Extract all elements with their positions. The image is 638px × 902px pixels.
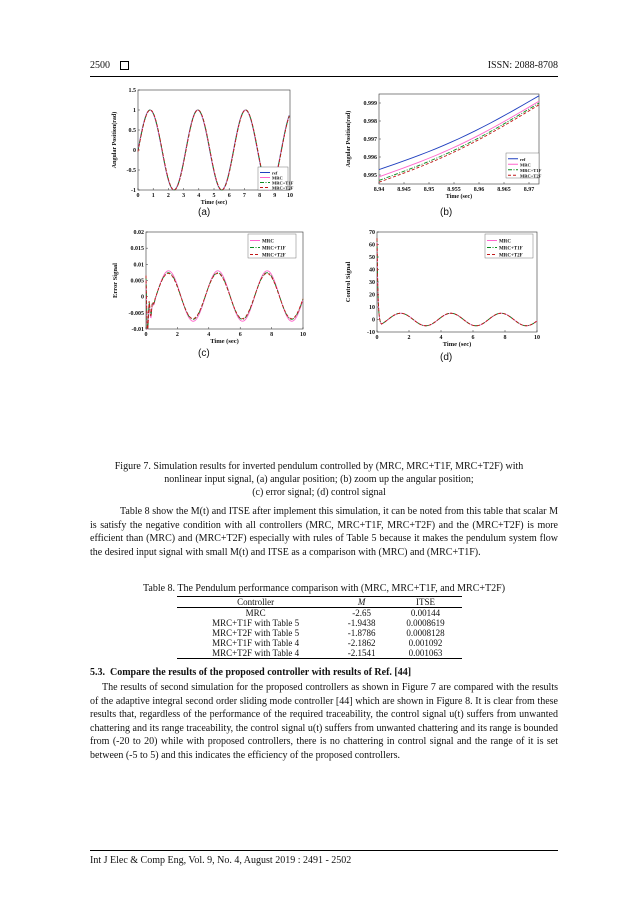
- x-tick-label: 7: [242, 193, 246, 199]
- x-tick-label: 8.955: [447, 187, 461, 193]
- y-tick-label: 0.005: [130, 278, 144, 285]
- chart-c-svg: [108, 228, 308, 353]
- x-tick-label: 8.97: [523, 187, 535, 193]
- x-tick-label: 8.96: [473, 187, 485, 193]
- x-tick-label: 2: [407, 335, 411, 341]
- y-tick-label: 0: [133, 148, 136, 154]
- legend-entry: MRC+T1F: [520, 167, 542, 173]
- figure-caption: [96, 460, 542, 499]
- y-tick-label: 50: [369, 255, 375, 261]
- col-controller: Controller: [177, 597, 334, 608]
- cell: 0.00144: [410, 608, 441, 618]
- panel-label-b: (b): [440, 207, 453, 218]
- section-number: 5.3.: [90, 667, 105, 678]
- x-tick-label: 5: [212, 193, 216, 199]
- y-axis-label: Angular Position(rad): [112, 111, 118, 169]
- x-tick-label: 8.945: [397, 187, 411, 193]
- x-tick-label: 8.965: [497, 187, 511, 193]
- x-tick-label: 10: [300, 332, 306, 338]
- y-tick-label: 1: [133, 108, 136, 114]
- legend-entry: MRC+T2F: [499, 253, 523, 259]
- chart-b: [343, 90, 543, 205]
- table-row: [177, 608, 462, 619]
- legend-entry: ref: [272, 170, 278, 176]
- legend-entry: MRC+T2F: [262, 253, 286, 259]
- legend-entry: MRC+T1F: [499, 246, 523, 252]
- cell: 0.0008128: [406, 628, 445, 638]
- y-tick-label: 0.5: [128, 128, 136, 134]
- table-row: [177, 628, 462, 638]
- col-itse: ITSE: [389, 597, 462, 608]
- y-tick-label: -1: [131, 188, 136, 194]
- section-title: Compare the results of the proposed controller with results of Ref. [44]: [110, 667, 412, 678]
- x-tick-label: 6: [227, 193, 231, 199]
- x-tick-label: 0: [375, 335, 379, 341]
- legend-entry: ref: [520, 156, 526, 162]
- y-tick-label: 0.998: [363, 119, 377, 125]
- issn: ISSN: 2088-8708: [487, 60, 558, 71]
- cell: 0.001063: [389, 648, 462, 659]
- cell: MRC+T2F with Table 4: [177, 648, 334, 659]
- caption-line: Figure 7. Simulation results for inverted pendulum controlled by (MRC, MRC+T1F, MRC+T2F) with: [114, 461, 524, 472]
- caption-line: nonlinear input signal, (a) angular position; (b) zoom up the angular position;: [164, 474, 474, 485]
- y-tick-label: -0.5: [126, 168, 136, 174]
- y-tick-label: 10: [369, 305, 375, 311]
- panel-label-a: (a): [198, 207, 211, 218]
- y-tick-label: 30: [369, 280, 375, 286]
- panel-label-c: (c): [198, 348, 210, 359]
- header-rule: [90, 76, 558, 77]
- cell: -1.9438: [347, 618, 376, 628]
- legend-entry: MRC: [499, 239, 511, 245]
- x-tick-label: 8: [258, 193, 262, 199]
- cell: 0.001092: [408, 638, 443, 648]
- section-heading: [90, 667, 411, 678]
- x-tick-label: 8.94: [373, 187, 385, 193]
- cell: -1.8786: [347, 628, 376, 638]
- page-footer: Int J Elec & Comp Eng, Vol. 9, No. 4, August 2019 : 2491 - 2502: [90, 855, 352, 866]
- y-tick-label: 0.995: [363, 173, 377, 179]
- y-tick-label: 70: [369, 230, 375, 236]
- y-tick-label: 0.02: [133, 230, 144, 236]
- x-tick-label: 3: [182, 193, 186, 199]
- chart-c: [108, 228, 308, 353]
- x-tick-label: 0: [136, 193, 140, 199]
- x-tick-label: 2: [175, 332, 179, 338]
- chart-d: [343, 228, 543, 353]
- cell: -2.1541: [334, 648, 389, 659]
- y-tick-label: -0.005: [128, 310, 144, 317]
- y-tick-label: 60: [369, 242, 375, 249]
- cell: -2.65: [352, 608, 371, 618]
- x-tick-label: 0: [144, 332, 148, 338]
- paragraph-1: Table 8 show the M(t) and ITSE after implement this simulation, it can be noted from this table that scalar M is satisfy the negative condition with all controllers (MRC, MRC+T1F, MRC+T2F) and the (MRC+T2F) is more efficient than (MRC) and (MRC+T2F) especially with rules of Table 5 because it makes the pendulum system flow the desired input signal with small M(t) and ITSE as a comparison with (MRC) and (MRC+T1F).: [90, 506, 558, 558]
- x-tick-label: 2: [166, 193, 170, 199]
- legend-entry: MRC+T2F: [520, 173, 542, 179]
- table-row: [177, 648, 462, 659]
- x-tick-label: 8.95: [423, 187, 435, 193]
- legend-entry: MRC+T1F: [272, 180, 294, 186]
- y-tick-label: 20: [369, 292, 375, 299]
- legend-entry: MRC+T1F: [262, 246, 286, 252]
- y-tick-label: 0.996: [363, 155, 377, 161]
- y-tick-label: 0.015: [130, 246, 144, 253]
- x-axis-label: Time (sec): [200, 200, 228, 206]
- x-tick-label: 4: [439, 335, 443, 341]
- x-axis-label: Time (sec): [442, 341, 472, 348]
- y-tick-label: -0.01: [131, 327, 144, 333]
- x-tick-label: 8: [503, 335, 507, 341]
- legend-entry: MRC: [262, 239, 274, 245]
- y-tick-label: 0.997: [363, 137, 377, 143]
- x-tick-label: 8: [270, 332, 274, 338]
- panel-label-d: (d): [440, 352, 453, 363]
- cell: MRC: [245, 608, 266, 618]
- table-row: [177, 638, 462, 648]
- y-tick-label: 40: [369, 267, 375, 274]
- col-m: M: [334, 597, 389, 608]
- cell: -2.1862: [347, 638, 376, 648]
- chart-a: [108, 86, 293, 216]
- chart-a-svg: [108, 86, 293, 216]
- table-8: [177, 596, 462, 659]
- y-axis-label: Error Signal: [112, 263, 119, 298]
- table-row: [177, 618, 462, 628]
- y-axis-label: Angular Position(rad): [346, 110, 352, 168]
- y-tick-label: -10: [367, 330, 375, 336]
- x-tick-label: 1: [151, 193, 155, 199]
- x-tick-label: 4: [207, 332, 211, 338]
- cell: MRC+T2F with Table 5: [212, 628, 300, 638]
- checkbox-icon: [120, 61, 129, 70]
- x-tick-label: 10: [287, 193, 293, 199]
- x-tick-label: 9: [273, 193, 277, 199]
- page-header: [90, 60, 558, 71]
- y-tick-label: 1.5: [128, 88, 136, 94]
- x-axis-label: Time (sec): [210, 338, 239, 345]
- table-header-row: [177, 597, 462, 608]
- cell: 0.0008619: [406, 618, 445, 628]
- y-axis-label: Control Signal: [345, 261, 352, 303]
- paragraph-2: The results of second simulation for the proposed controllers as shown in Figure 7 are compared with the results of the adaptive integral second order sliding mode controller [44] which are shown in Figure 8. It is clear from these results that, regardless of the performance of the required traceability, the control signal u(t) suffers from unwanted chattering and its range traceability, the control signal u(t) suffers from unwanted chattering and its range is bounded from (-20 to 20) while with proposed controllers, there is no chattering in control signal and the range of it is set between (-5 to 5) and this indicates the efficiency of the proposed controllers.: [90, 682, 558, 761]
- x-tick-label: 4: [197, 193, 201, 199]
- x-tick-label: 6: [471, 335, 475, 341]
- chart-b-svg: [343, 90, 543, 205]
- legend-entry: MRC: [272, 175, 283, 181]
- cell: MRC+T1F with Table 5: [212, 618, 300, 628]
- x-tick-label: 10: [534, 335, 540, 341]
- y-tick-label: 0.999: [363, 101, 377, 107]
- legend-entry: MRC: [520, 162, 531, 168]
- y-tick-label: 0: [372, 317, 375, 324]
- x-tick-label: 6: [238, 332, 242, 338]
- cell: MRC+T1F with Table 4: [212, 638, 300, 648]
- page-number: 2500: [90, 60, 129, 71]
- footer-rule: [90, 850, 558, 851]
- x-axis-label: Time (sec): [445, 194, 473, 200]
- caption-line: (c) error signal; (d) control signal: [252, 487, 386, 498]
- y-tick-label: 0: [141, 294, 144, 301]
- legend-entry: MRC+T2F: [272, 185, 294, 191]
- table-caption: Table 8. The Pendulum performance comparison with (MRC, MRC+T1F, and MRC+T2F): [142, 583, 506, 594]
- chart-d-svg: [343, 228, 543, 353]
- y-tick-label: 0.01: [133, 262, 144, 269]
